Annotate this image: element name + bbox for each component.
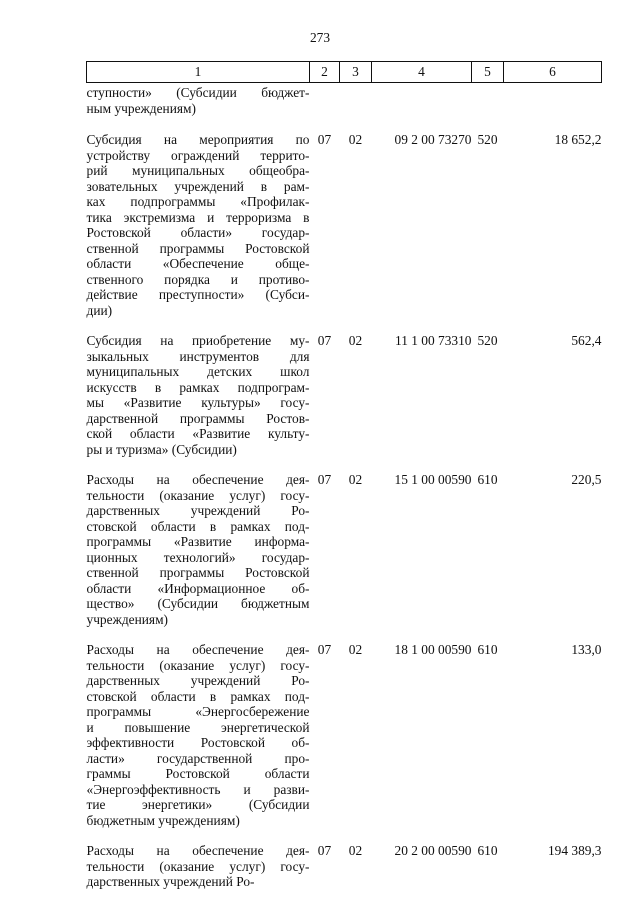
row-target-code: 09 2 00 73270 xyxy=(394,132,472,147)
description-line: Расходы на обеспечение дея- xyxy=(86,843,310,858)
description-line: ственного порядка и противо- xyxy=(86,271,310,287)
description-line: муниципальных детских школ xyxy=(86,364,310,379)
row-target-code: 11 1 00 73310 xyxy=(395,333,472,348)
description-line: бюджетным учреждениям) xyxy=(86,812,240,828)
row-amount: 133,0 xyxy=(571,642,602,657)
description-line: дарственной программы Ростов- xyxy=(86,410,310,426)
column-header-6: 6 xyxy=(504,62,602,83)
column-header-5: 5 xyxy=(472,62,504,83)
row-description xyxy=(87,83,310,133)
table-row xyxy=(87,83,602,133)
row-expense-type: 520 xyxy=(477,132,498,147)
description-line: тельности (оказание услуг) госу- xyxy=(86,657,310,673)
description-line: ным учреждениям) xyxy=(86,100,196,116)
row-expense-type: 610 xyxy=(477,472,498,487)
description-line: Расходы на обеспечение дея- xyxy=(86,472,310,487)
row-expense-type: 610 xyxy=(477,843,498,858)
description-line: тика экстремизма и терроризма в xyxy=(86,209,310,225)
row-target-code: 20 2 00 00590 xyxy=(394,843,472,858)
row-amount: 220,5 xyxy=(571,472,602,487)
row-description xyxy=(87,132,310,333)
row-expense-type: 610 xyxy=(477,642,498,657)
column-header-1: 1 xyxy=(87,62,310,83)
description-line: области «Информационное об- xyxy=(86,580,310,596)
description-line: ственной программы Ростовской xyxy=(86,565,310,580)
description-line: рий муниципальных общеобра- xyxy=(86,163,310,178)
description-line: учреждениям) xyxy=(86,611,169,627)
description-line: ры и туризма» (Субсидии) xyxy=(86,441,237,457)
row-amount: 562,4 xyxy=(571,333,602,348)
description-line: щество» (Субсидии бюджетным xyxy=(86,596,310,611)
row-description xyxy=(87,333,310,472)
row-section: 07 xyxy=(317,642,332,657)
description-line: тельности (оказание услуг) госу- xyxy=(86,858,310,874)
description-line: тие энергетики» (Субсидии xyxy=(86,797,310,812)
description-line: действие преступности» (Субси- xyxy=(86,287,310,302)
description-line: стовской области в рамках под- xyxy=(86,518,310,534)
description-line: программы «Энергосбережение xyxy=(86,704,310,719)
row-expense-type: 520 xyxy=(477,333,498,348)
row-target-code: 15 1 00 00590 xyxy=(394,472,472,487)
row-subsection xyxy=(340,83,372,133)
row-amount xyxy=(504,83,602,133)
row-section: 07 xyxy=(317,132,332,147)
table-row xyxy=(87,472,602,642)
description-line: искусств в рамках подпрограм- xyxy=(86,379,310,395)
budget-table xyxy=(86,61,602,890)
description-line: ласти» государственной про- xyxy=(86,750,310,766)
description-line: Расходы на обеспечение дея- xyxy=(86,642,310,657)
row-amount: 194 389,3 xyxy=(547,843,602,858)
row-subsection: 02 xyxy=(348,333,363,348)
description-line: мы «Развитие культуры» госу- xyxy=(86,395,310,410)
table-row xyxy=(87,642,602,843)
description-line: дарственных учреждений Ро- xyxy=(86,673,310,688)
description-line: дарственных учреждений Ро- xyxy=(86,874,255,889)
row-section: 07 xyxy=(317,472,332,487)
description-line: граммы Ростовской области xyxy=(86,766,310,781)
row-section: 07 xyxy=(317,333,332,348)
description-line: Субсидия на мероприятия по xyxy=(86,132,310,147)
row-subsection: 02 xyxy=(348,642,363,657)
row-subsection: 02 xyxy=(348,843,363,858)
row-description xyxy=(87,642,310,843)
table-row xyxy=(87,132,602,333)
table-row xyxy=(87,333,602,472)
description-line: устройству ограждений террито- xyxy=(86,147,310,163)
description-line: дарственных учреждений Ро- xyxy=(86,503,310,518)
description-line: программы «Развитие информа- xyxy=(86,534,310,549)
row-section xyxy=(310,83,340,133)
row-target-code xyxy=(372,83,472,133)
row-target-code: 18 1 00 00590 xyxy=(394,642,472,657)
description-line: зовательных учреждений в рам- xyxy=(86,178,310,194)
description-line: ственной программы Ростовской xyxy=(86,240,310,256)
row-description xyxy=(87,472,310,642)
row-subsection: 02 xyxy=(348,472,363,487)
header-row xyxy=(87,62,602,83)
description-line: ской области «Развитие культу- xyxy=(86,426,310,441)
column-header-3: 3 xyxy=(340,62,372,83)
description-line: эффективности Ростовской об- xyxy=(86,735,310,750)
description-line: ступности» (Субсидии бюджет- xyxy=(86,85,310,100)
page-number: 273 xyxy=(309,30,331,45)
table-body xyxy=(87,83,602,890)
description-line: тельности (оказание услуг) госу- xyxy=(86,487,310,503)
table-header xyxy=(87,62,602,83)
column-header-4: 4 xyxy=(372,62,472,83)
row-description xyxy=(87,843,310,890)
table-row xyxy=(87,843,602,890)
description-line: «Энергоэффективность и разви- xyxy=(86,781,310,797)
description-line: области «Обеспечение обще- xyxy=(86,256,310,271)
row-subsection: 02 xyxy=(348,132,363,147)
description-line: дии) xyxy=(86,302,113,318)
row-expense-type xyxy=(472,83,504,133)
description-line: Ростовской области» государ- xyxy=(86,225,310,240)
description-line: стовской области в рамках под- xyxy=(86,688,310,704)
description-line: и повышение энергетической xyxy=(86,719,310,735)
row-section: 07 xyxy=(317,843,332,858)
description-line: ках подпрограммы «Профилак- xyxy=(86,194,310,209)
description-line: Субсидия на приобретение му- xyxy=(86,333,310,348)
column-header-2: 2 xyxy=(310,62,340,83)
row-amount: 18 652,2 xyxy=(554,132,602,147)
description-line: ционных технологий» государ- xyxy=(86,549,310,565)
description-line: зыкальных инструментов для xyxy=(86,348,310,364)
